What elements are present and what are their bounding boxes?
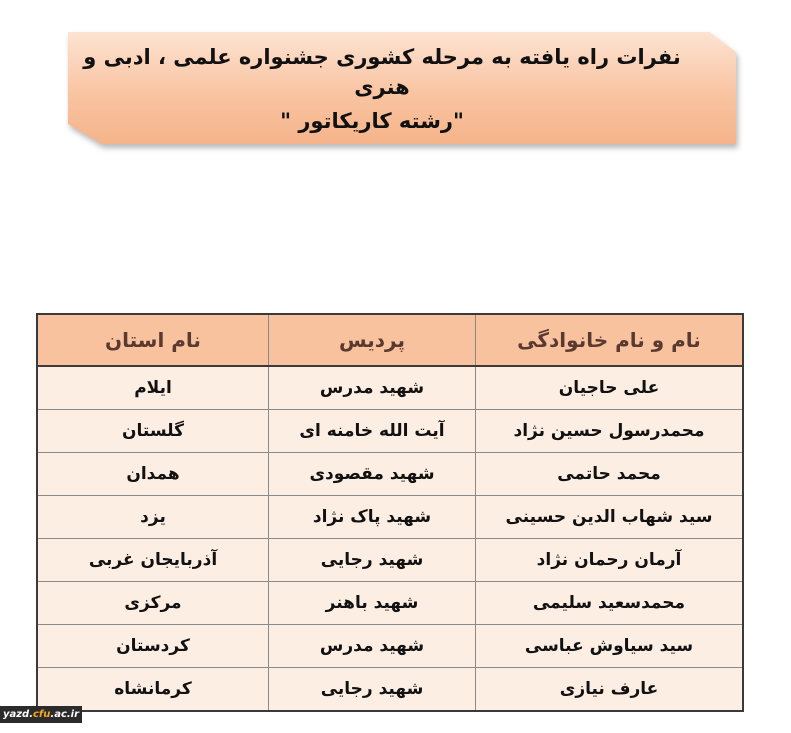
cell-name: آرمان رحمان نژاد bbox=[476, 539, 744, 582]
cell-campus: آیت الله خامنه ای bbox=[269, 410, 476, 453]
header-name: نام و نام خانوادگی bbox=[476, 314, 744, 366]
table-row bbox=[37, 668, 743, 712]
cell-campus: شهید باهنر bbox=[269, 582, 476, 625]
cell-province: آذربایجان غربی bbox=[37, 539, 269, 582]
cell-name: علی حاجیان bbox=[476, 366, 744, 410]
header-campus: پردیس bbox=[269, 314, 476, 366]
cell-campus: شهید مقصودی bbox=[269, 453, 476, 496]
watermark-prefix: yazd. bbox=[2, 709, 33, 720]
watermark-suffix: .ac.ir bbox=[50, 709, 80, 720]
table-row bbox=[37, 539, 743, 582]
table-row bbox=[37, 496, 743, 539]
cell-campus: شهید مدرس bbox=[269, 366, 476, 410]
site-watermark bbox=[0, 706, 82, 723]
table-row bbox=[37, 625, 743, 668]
cell-campus: شهید مدرس bbox=[269, 625, 476, 668]
title-banner bbox=[68, 32, 736, 144]
table-row bbox=[37, 453, 743, 496]
cell-campus: شهید رجایی bbox=[269, 539, 476, 582]
cell-campus: شهید پاک نژاد bbox=[269, 496, 476, 539]
table-header-row bbox=[37, 314, 743, 366]
table-row bbox=[37, 582, 743, 625]
cell-province: کرمانشاه bbox=[37, 668, 269, 712]
cell-province: مرکزی bbox=[37, 582, 269, 625]
banner-title-line1: نفرات راه یافته به مرحله کشوری جشنواره علمی ، ادبی و هنری bbox=[83, 45, 681, 99]
cell-province: گلستان bbox=[37, 410, 269, 453]
table-row bbox=[37, 366, 743, 410]
cell-campus: شهید رجایی bbox=[269, 668, 476, 712]
banner-title-line2: "رشته کاریکاتور " bbox=[280, 109, 464, 133]
winners-table bbox=[36, 313, 744, 712]
cell-name: عارف نیازی bbox=[476, 668, 744, 712]
table-row bbox=[37, 410, 743, 453]
cell-name: سید شهاب الدین حسینی bbox=[476, 496, 744, 539]
header-province: نام استان bbox=[37, 314, 269, 366]
cell-name: محمدرسول حسین نژاد bbox=[476, 410, 744, 453]
cell-province: یزد bbox=[37, 496, 269, 539]
cell-name: محمدسعید سلیمی bbox=[476, 582, 744, 625]
cell-name: سید سیاوش عباسی bbox=[476, 625, 744, 668]
cell-name: محمد حاتمی bbox=[476, 453, 744, 496]
cell-province: کردستان bbox=[37, 625, 269, 668]
cell-province: ایلام bbox=[37, 366, 269, 410]
watermark-accent: cfu bbox=[33, 709, 51, 720]
cell-province: همدان bbox=[37, 453, 269, 496]
